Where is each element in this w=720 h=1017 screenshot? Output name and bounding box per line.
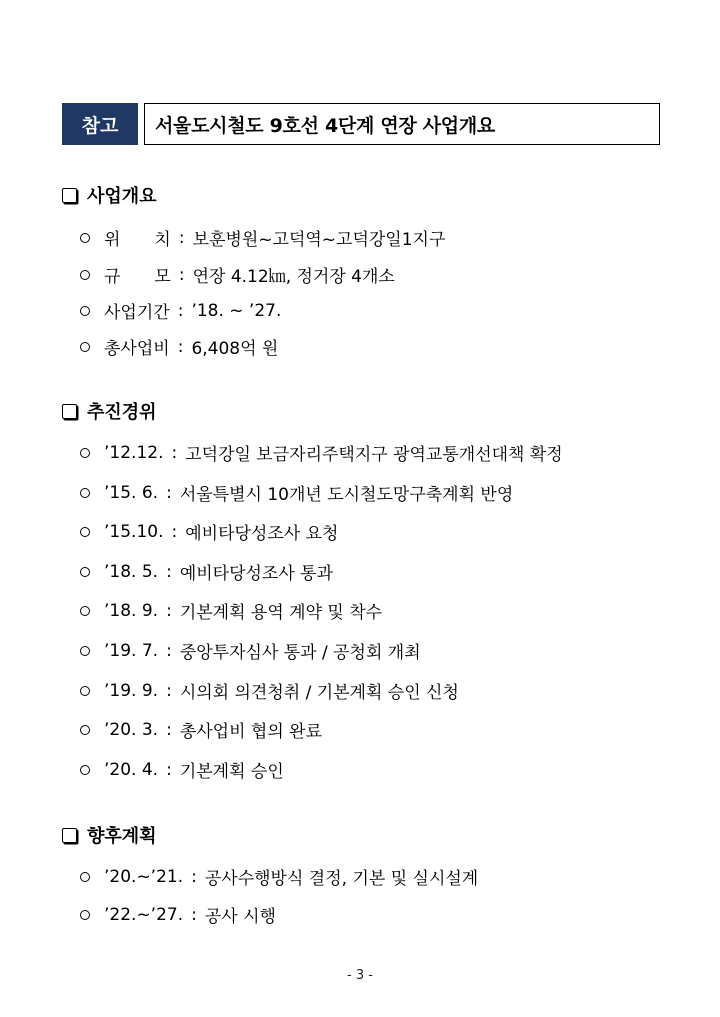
section-heading-text: 향후계획 <box>87 826 157 847</box>
circle-bullet-icon <box>80 527 90 537</box>
item-label: ’19. 9. <box>104 680 159 701</box>
page-title: 서울도시철도 9호선 4단계 연장 사업개요 <box>144 103 660 145</box>
item-label: ’18. 9. <box>104 600 159 621</box>
list-item: ’12.12. : 고덕강일 보금자리주택지구 광역교통개선대책 확정 <box>80 440 563 465</box>
item-value: 6,408억 원 <box>191 339 279 359</box>
circle-bullet-icon <box>80 342 90 352</box>
circle-bullet-icon <box>80 872 90 882</box>
item-label: 규 모 <box>104 267 171 287</box>
item-label: ’15. 6. <box>104 482 159 503</box>
section-heading-history <box>62 398 157 424</box>
checkbox-icon <box>62 404 77 419</box>
item-value: 시의회 의견청취 / 기본계획 승인 신청 <box>179 683 459 703</box>
list-item: ’20. 3. : 총사업비 협의 완료 <box>80 717 322 742</box>
list-item: 사업기간 : ’18. ~ ’27. <box>80 298 281 323</box>
item-value: 중앙투자심사 통과 / 공청회 개최 <box>179 643 421 663</box>
item-value: 연장 4.12㎞, 정거장 4개소 <box>192 267 395 287</box>
item-value: 보훈병원~고덕역~고덕강일1지구 <box>192 230 446 250</box>
circle-bullet-icon <box>80 765 90 775</box>
item-value: 고덕강일 보금자리주택지구 광역교통개선대책 확정 <box>185 445 563 465</box>
item-value: 기본계획 승인 <box>179 762 284 782</box>
list-item: 규 모 : 연장 4.12㎞, 정거장 4개소 <box>80 262 395 287</box>
circle-bullet-icon <box>80 270 90 280</box>
section-heading-text: 추진경위 <box>87 402 157 423</box>
list-item: ’15. 6. : 서울특별시 10개년 도시철도망구축계획 반영 <box>80 480 513 505</box>
circle-bullet-icon <box>80 686 90 696</box>
list-item: ’20. 4. : 기본계획 승인 <box>80 757 284 782</box>
item-value: 기본계획 용역 계약 및 착수 <box>179 603 383 623</box>
circle-bullet-icon <box>80 606 90 616</box>
section-heading-text: 사업개요 <box>87 186 157 207</box>
list-item: 총사업비 : 6,408억 원 <box>80 334 278 359</box>
reference-tag: 참고 <box>62 103 138 145</box>
item-value: 서울특별시 10개년 도시철도망구축계획 반영 <box>179 485 514 505</box>
circle-bullet-icon <box>80 233 90 243</box>
circle-bullet-icon <box>80 567 90 577</box>
list-item: 위 치 : 보훈병원~고덕역~고덕강일1지구 <box>80 225 445 250</box>
item-label: 사업기간 <box>104 303 170 323</box>
item-label: ’15.10. <box>104 521 164 542</box>
list-item: ’19. 9. : 시의회 의견청취 / 기본계획 승인 신청 <box>80 678 459 703</box>
list-item: ’18. 5. : 예비타당성조사 통과 <box>80 559 333 584</box>
item-label: ’22.~’27. <box>104 904 184 925</box>
list-item: ’19. 7. : 중앙투자심사 통과 / 공청회 개최 <box>80 638 421 663</box>
list-item: ’22.~’27. : 공사 시행 <box>80 902 276 927</box>
item-value: 예비타당성조사 통과 <box>179 564 334 584</box>
section-heading-plan <box>62 822 157 848</box>
circle-bullet-icon <box>80 448 90 458</box>
item-label: ’18. 5. <box>104 561 159 582</box>
item-value: 총사업비 협의 완료 <box>179 722 322 742</box>
item-label: ’20. 3. <box>104 719 159 740</box>
title-bar <box>62 103 660 145</box>
item-value: ’18. ~ ’27. <box>191 300 282 321</box>
list-item: ’15.10. : 예비타당성조사 요청 <box>80 519 338 544</box>
circle-bullet-icon <box>80 725 90 735</box>
circle-bullet-icon <box>80 488 90 498</box>
item-label: 총사업비 <box>104 339 170 359</box>
section-heading-overview <box>62 182 157 208</box>
item-label: ’19. 7. <box>104 640 159 661</box>
checkbox-icon <box>62 188 77 203</box>
circle-bullet-icon <box>80 646 90 656</box>
item-label: ’20. 4. <box>104 759 159 780</box>
item-value: 공사수행방식 결정, 기본 및 실시설계 <box>204 869 479 889</box>
item-label: ’20.~’21. <box>104 866 184 887</box>
circle-bullet-icon <box>80 306 90 316</box>
item-value: 공사 시행 <box>204 907 276 927</box>
list-item: ’20.~’21. : 공사수행방식 결정, 기본 및 실시설계 <box>80 864 478 889</box>
list-item: ’18. 9. : 기본계획 용역 계약 및 착수 <box>80 598 382 623</box>
circle-bullet-icon <box>80 910 90 920</box>
item-value: 예비타당성조사 요청 <box>185 524 339 544</box>
item-label: 위 치 <box>104 230 171 250</box>
checkbox-icon <box>62 828 77 843</box>
page-number: - 3 - <box>347 968 373 983</box>
item-label: ’12.12. <box>104 442 164 463</box>
